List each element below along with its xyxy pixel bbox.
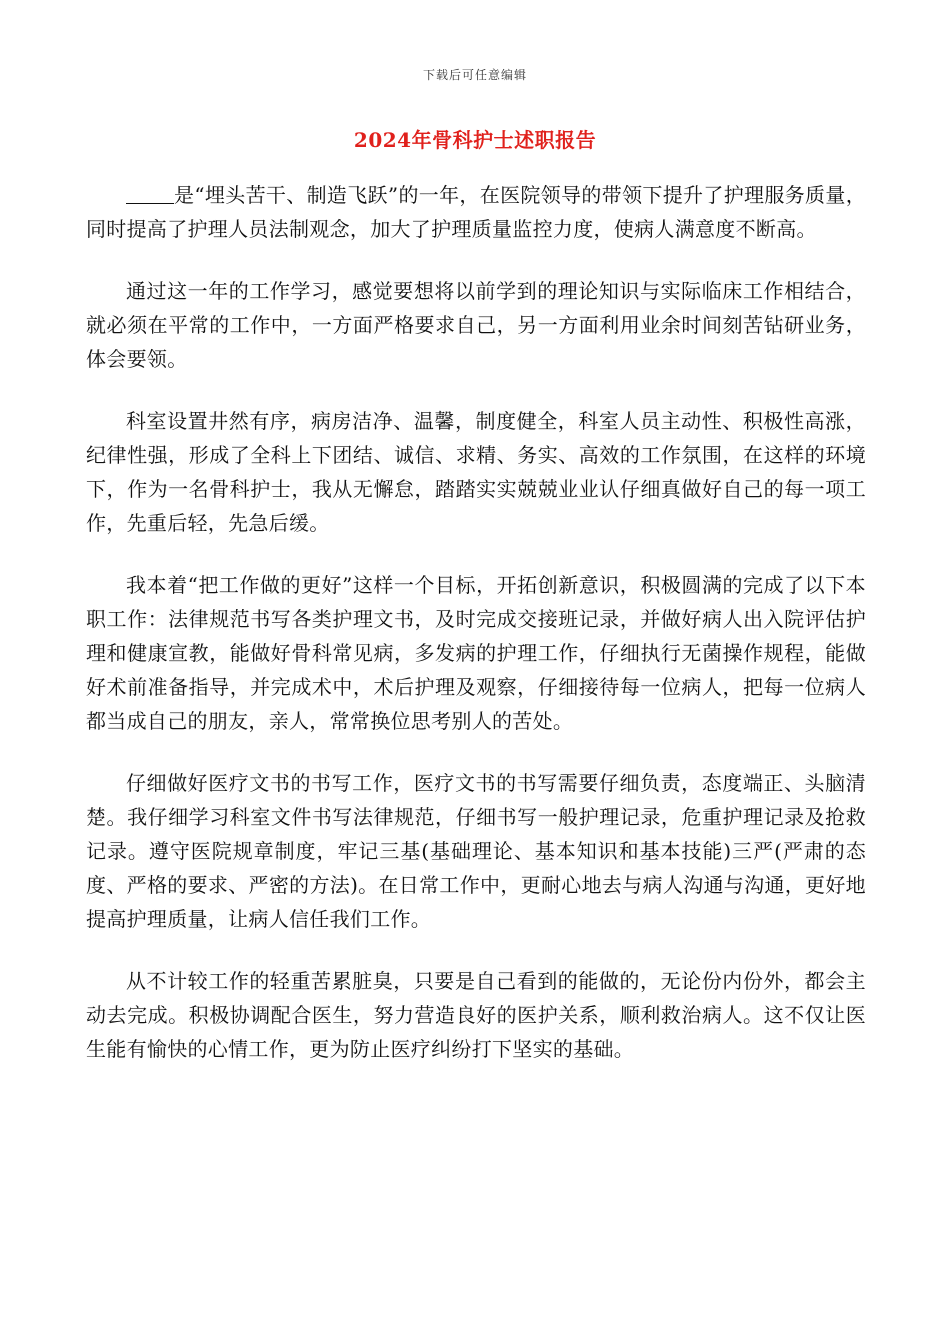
document-body (86, 178, 866, 1094)
paragraph-1-text: 是“埋头苦干、制造飞跃”的一年，在医院领导的带领下提升了护理服务质量，同时提高了护理人员法制观念，加大了护理质量监控力度，使病人满意度不断高。 (86, 183, 866, 241)
paragraph-1 (86, 178, 866, 246)
document-title: 2024年骨科护士述职报告 (353, 128, 597, 152)
paragraph-3: 科室设置井然有序，病房洁净、温馨，制度健全，科室人员主动性、积极性高涨，纪律性强，形成了全科上下团结、诚信、求精、务实、高效的工作氛围，在这样的环境下，作为一名骨科护士，我从无懈怠，踏踏实实兢兢业业认仔细真做好自己的每一项工作，先重后轻，先急后缓。 (86, 409, 866, 535)
paragraph-6: 从不计较工作的轻重苦累脏臭，只要是自己看到的能做的，无论份内份外，都会主动去完成。积极协调配合医生，努力营造良好的医护关系，顺利救治病人。这不仅让医生能有愉快的心情工作，更为防止医疗纠纷打下坚实的基础。 (86, 969, 866, 1061)
paragraph-4: 我本着“把工作做的更好”这样一个目标，开拓创新意识，积极圆满的完成了以下本职工作：法律规范书写各类护理文书，及时完成交接班记录，并做好病人出入院评估护理和健康宣教，能做好骨科常见病，多发病的护理工作，仔细执行无菌操作规程，能做好术前准备指导，并完成术中，术后护理及观察，仔细接待每一位病人，把每一位病人都当成自己的朋友，亲人，常常换位思考别人的苦处。 (86, 573, 866, 733)
header-note: 下载后可任意编辑 (422, 68, 527, 82)
paragraph-5: 仔细做好医疗文书的书写工作，医疗文书的书写需要仔细负责，态度端正、头脑清楚。我仔细学习科室文件书写法律规范，仔细书写一般护理记录，危重护理记录及抢救记录。遵守医院规章制度，牢记三基(基础理论、基本知识和基本技能)三严(严肃的态度、严格的要求、严密的方法)。在日常工作中，更耐心地去与病人沟通与沟通，更好地提高护理质量，让病人信任我们工作。 (86, 771, 866, 931)
fill-in-blank (126, 183, 174, 204)
paragraph-2: 通过这一年的工作学习，感觉要想将以前学到的理论知识与实际临床工作相结合，就必须在平常的工作中，一方面严格要求自己，另一方面利用业余时间刻苦钻研业务，体会要领。 (86, 279, 866, 371)
